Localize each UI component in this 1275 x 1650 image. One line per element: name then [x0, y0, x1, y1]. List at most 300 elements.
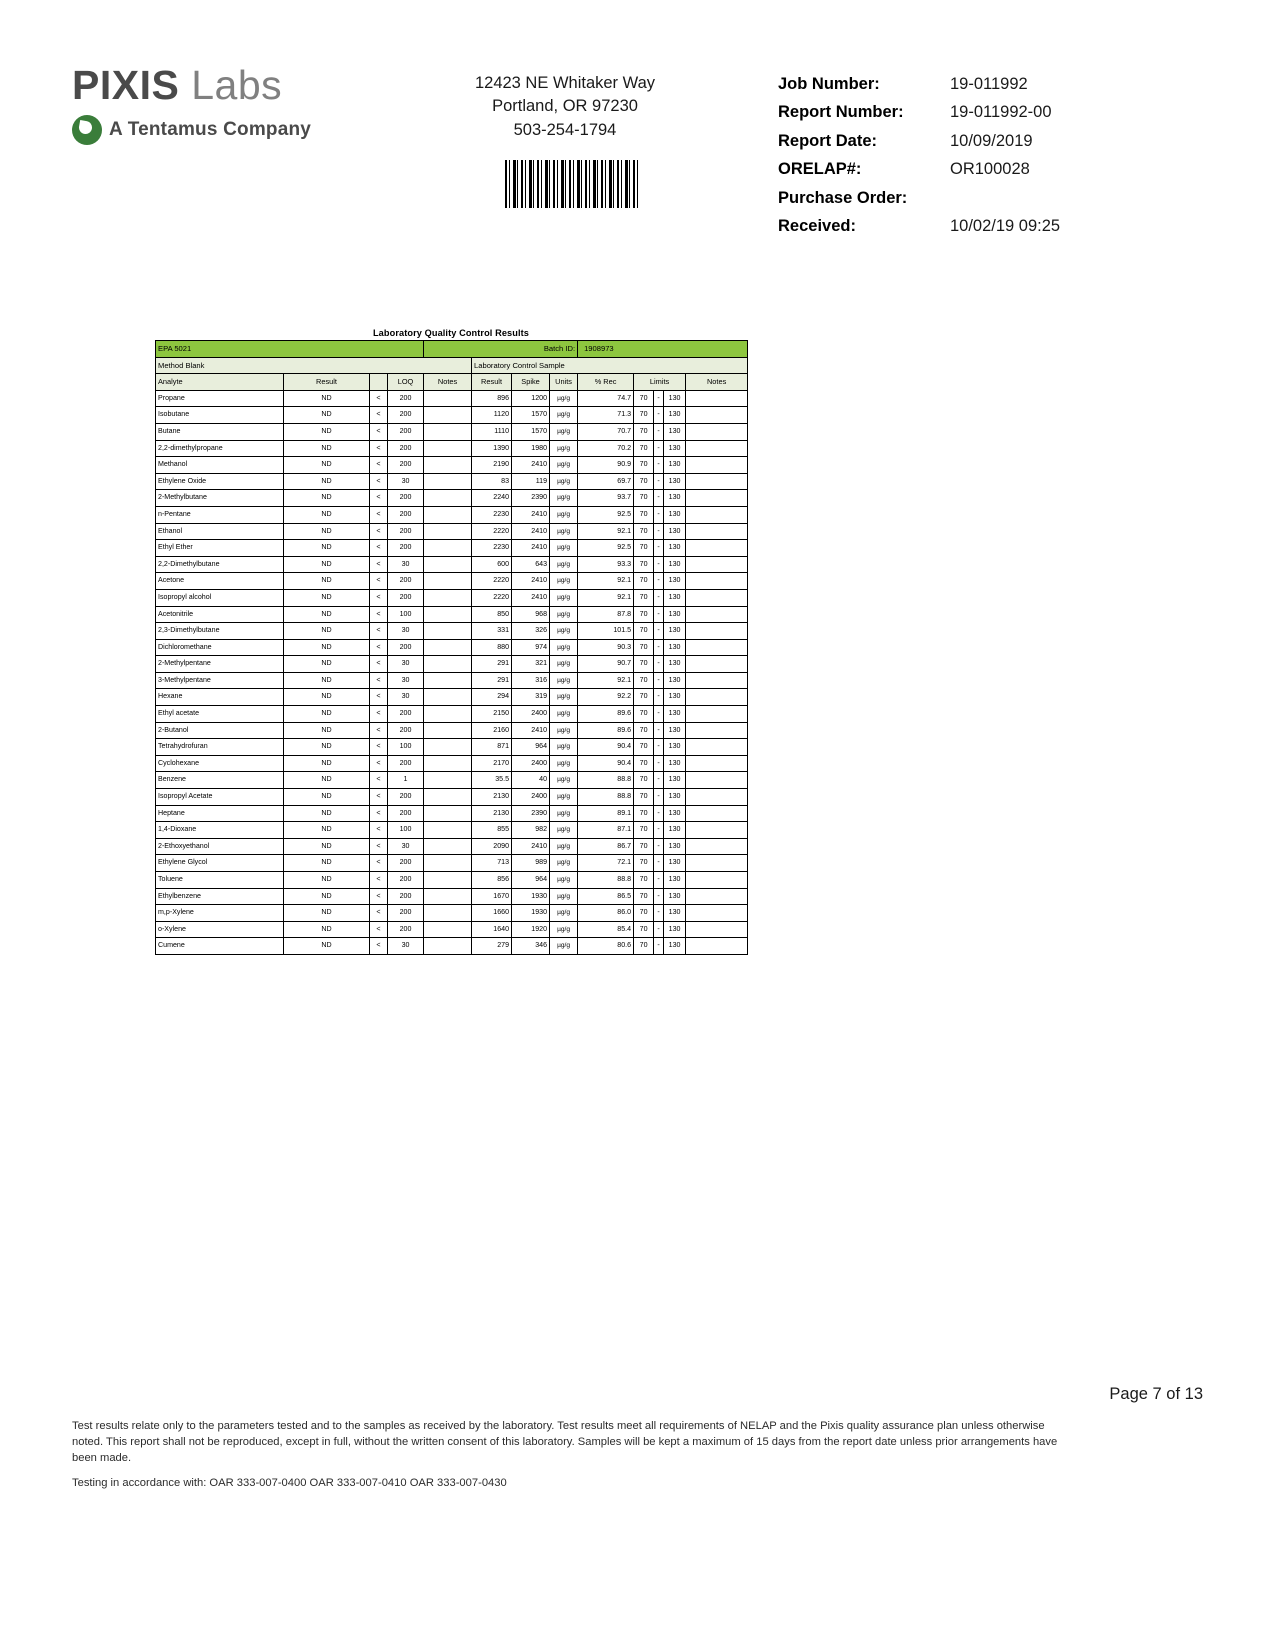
- qc-cell-units: µg/g: [550, 473, 578, 490]
- qc-cell-loq: 200: [388, 789, 424, 806]
- qc-cell-units: µg/g: [550, 523, 578, 540]
- qc-cell-limit-high: 130: [664, 872, 686, 889]
- qc-cell-limit-dash: -: [654, 490, 664, 507]
- qc-cell-lcs-result: 2220: [472, 589, 512, 606]
- qc-method-row: [156, 341, 748, 358]
- qc-cell-loq: 200: [388, 921, 424, 938]
- logo-name-secondary: Labs: [191, 62, 283, 108]
- qc-cell-notes-lcs: [686, 739, 748, 756]
- qc-cell-notes-lcs: [686, 506, 748, 523]
- qc-cell-limit-low: 70: [634, 506, 654, 523]
- qc-cell-lcs-result: 2130: [472, 805, 512, 822]
- qc-cell-limit-dash: -: [654, 755, 664, 772]
- leaf-icon: [72, 115, 102, 145]
- qc-cell-lcs-result: 600: [472, 556, 512, 573]
- qc-cell-limit-dash: -: [654, 457, 664, 474]
- table-row: [156, 423, 748, 440]
- qc-cell-rec: 89.6: [578, 722, 634, 739]
- qc-cell-result: ND: [284, 606, 370, 623]
- qc-cell-notes-blank: [424, 822, 472, 839]
- qc-cell-notes-blank: [424, 407, 472, 424]
- qc-cell-notes-blank: [424, 457, 472, 474]
- qc-cell-analyte: Butane: [156, 423, 284, 440]
- qc-cell-limit-high: 130: [664, 390, 686, 407]
- qc-cell-notes-blank: [424, 390, 472, 407]
- qc-cell-limit-dash: -: [654, 855, 664, 872]
- qc-cell-lt: <: [370, 390, 388, 407]
- qc-cell-result: ND: [284, 407, 370, 424]
- qc-cell-lt: <: [370, 789, 388, 806]
- qc-cell-notes-blank: [424, 855, 472, 872]
- qc-cell-notes-blank: [424, 606, 472, 623]
- qc-cell-rec: 88.8: [578, 772, 634, 789]
- qc-cell-result: ND: [284, 639, 370, 656]
- qc-cell-lt: <: [370, 656, 388, 673]
- qc-cell-spike: 964: [512, 872, 550, 889]
- qc-cell-analyte: Acetonitrile: [156, 606, 284, 623]
- qc-cell-spike: 319: [512, 689, 550, 706]
- qc-cell-loq: 30: [388, 623, 424, 640]
- meta-value-orelap: OR100028: [950, 160, 1030, 179]
- qc-cell-limit-low: 70: [634, 805, 654, 822]
- qc-cell-rec: 89.1: [578, 805, 634, 822]
- qc-cell-analyte: 2-Butanol: [156, 722, 284, 739]
- qc-cell-analyte: Acetone: [156, 573, 284, 590]
- qc-cell-limit-high: 130: [664, 905, 686, 922]
- qc-cell-rec: 90.4: [578, 739, 634, 756]
- qc-cell-lcs-result: 713: [472, 855, 512, 872]
- qc-cell-limit-low: 70: [634, 689, 654, 706]
- qc-cell-result: ND: [284, 556, 370, 573]
- qc-cell-lcs-result: 1660: [472, 905, 512, 922]
- qc-cell-loq: 200: [388, 589, 424, 606]
- qc-cell-units: µg/g: [550, 855, 578, 872]
- qc-cell-spike: 119: [512, 473, 550, 490]
- lab-address: [400, 72, 730, 142]
- table-row: [156, 573, 748, 590]
- qc-cell-units: µg/g: [550, 722, 578, 739]
- qc-cell-lcs-result: 2130: [472, 789, 512, 806]
- qc-cell-notes-lcs: [686, 822, 748, 839]
- qc-cell-units: µg/g: [550, 872, 578, 889]
- logo-name-primary: PIXIS: [72, 62, 180, 108]
- qc-cell-loq: 200: [388, 457, 424, 474]
- qc-cell-lcs-result: 291: [472, 656, 512, 673]
- qc-cell-spike: 643: [512, 556, 550, 573]
- qc-cell-limit-high: 130: [664, 407, 686, 424]
- qc-cell-analyte: m,p-Xylene: [156, 905, 284, 922]
- qc-cell-rec: 92.1: [578, 573, 634, 590]
- qc-cell-limit-high: 130: [664, 523, 686, 540]
- qc-cell-lt: <: [370, 523, 388, 540]
- qc-cell-result: ND: [284, 855, 370, 872]
- qc-cell-analyte: o-Xylene: [156, 921, 284, 938]
- qc-cell-loq: 100: [388, 606, 424, 623]
- qc-cell-lt: <: [370, 506, 388, 523]
- qc-cell-lcs-result: 1120: [472, 407, 512, 424]
- qc-cell-limit-high: 130: [664, 473, 686, 490]
- qc-cell-rec: 93.3: [578, 556, 634, 573]
- logo-tagline: A Tentamus Company: [109, 119, 312, 140]
- qc-cell-loq: 200: [388, 506, 424, 523]
- table-row: [156, 689, 748, 706]
- qc-cell-limit-high: 130: [664, 855, 686, 872]
- qc-cell-lt: <: [370, 540, 388, 557]
- qc-cell-result: ND: [284, 457, 370, 474]
- qc-cell-spike: 964: [512, 739, 550, 756]
- qc-cell-result: ND: [284, 390, 370, 407]
- qc-cell-lcs-result: 2150: [472, 706, 512, 723]
- qc-cell-notes-lcs: [686, 457, 748, 474]
- qc-cell-units: µg/g: [550, 623, 578, 640]
- qc-subsection-row: [156, 357, 748, 374]
- table-row: [156, 872, 748, 889]
- qc-cell-lt: <: [370, 755, 388, 772]
- qc-cell-result: ND: [284, 573, 370, 590]
- qc-cell-result: ND: [284, 540, 370, 557]
- qc-cell-loq: 200: [388, 872, 424, 889]
- qc-cell-analyte: Toluene: [156, 872, 284, 889]
- qc-lcs-label: Laboratory Control Sample: [472, 357, 748, 374]
- qc-cell-notes-lcs: [686, 855, 748, 872]
- qc-cell-loq: 30: [388, 672, 424, 689]
- table-row: [156, 722, 748, 739]
- col-header-limits: Limits: [634, 374, 686, 391]
- qc-cell-limit-dash: -: [654, 672, 664, 689]
- qc-cell-units: µg/g: [550, 573, 578, 590]
- qc-cell-notes-blank: [424, 523, 472, 540]
- report-metadata: [778, 70, 1198, 240]
- qc-cell-limit-low: 70: [634, 772, 654, 789]
- qc-cell-limit-high: 130: [664, 822, 686, 839]
- qc-cell-rec: 88.8: [578, 789, 634, 806]
- table-row: [156, 656, 748, 673]
- qc-cell-loq: 1: [388, 772, 424, 789]
- qc-cell-analyte: Ethylene Oxide: [156, 473, 284, 490]
- qc-method-blank-label: Method Blank: [156, 357, 472, 374]
- qc-cell-notes-lcs: [686, 872, 748, 889]
- qc-cell-limit-dash: -: [654, 822, 664, 839]
- qc-cell-lt: <: [370, 440, 388, 457]
- meta-label-report-date: Report Date:: [778, 131, 878, 150]
- qc-cell-notes-lcs: [686, 905, 748, 922]
- qc-cell-limit-low: 70: [634, 473, 654, 490]
- qc-cell-notes-blank: [424, 473, 472, 490]
- qc-cell-lcs-result: 2190: [472, 457, 512, 474]
- qc-cell-result: ND: [284, 440, 370, 457]
- qc-cell-result: ND: [284, 872, 370, 889]
- meta-value-report-number: 19-011992-00: [950, 103, 1052, 122]
- qc-cell-notes-lcs: [686, 390, 748, 407]
- qc-cell-limit-high: 130: [664, 706, 686, 723]
- qc-cell-loq: 200: [388, 805, 424, 822]
- qc-cell-analyte: Methanol: [156, 457, 284, 474]
- address-line-city: Portland, OR 97230: [492, 97, 638, 116]
- qc-cell-analyte: 2-Methylbutane: [156, 490, 284, 507]
- table-row: [156, 772, 748, 789]
- qc-cell-notes-lcs: [686, 805, 748, 822]
- qc-cell-limit-low: 70: [634, 457, 654, 474]
- qc-cell-loq: 200: [388, 573, 424, 590]
- qc-cell-lt: <: [370, 473, 388, 490]
- qc-cell-limit-low: 70: [634, 838, 654, 855]
- qc-cell-units: µg/g: [550, 423, 578, 440]
- qc-cell-units: µg/g: [550, 938, 578, 955]
- qc-cell-lcs-result: 2240: [472, 490, 512, 507]
- table-row: [156, 938, 748, 955]
- qc-cell-spike: 2400: [512, 755, 550, 772]
- qc-cell-analyte: Heptane: [156, 805, 284, 822]
- qc-cell-limit-low: 70: [634, 888, 654, 905]
- qc-section-title: Laboratory Quality Control Results: [372, 328, 530, 338]
- qc-cell-limit-dash: -: [654, 938, 664, 955]
- col-header-units: Units: [550, 374, 578, 391]
- qc-cell-result: ND: [284, 938, 370, 955]
- qc-cell-analyte: Isopropyl alcohol: [156, 589, 284, 606]
- footer-disclaimer: Test results relate only to the parameters tested and to the samples as received by the laboratory. Test results meet all requirements of NELAP and the Pixis quality assurance plan unless otherwise noted. This report shall not be reproduced, except in full, without the written consent of this laboratory. Samples will be kept a maximum of 15 days from the report date unless prior arrangements have been made.: [72, 1420, 1058, 1465]
- qc-cell-loq: 200: [388, 490, 424, 507]
- qc-method-name: EPA 5021: [156, 341, 424, 358]
- qc-cell-limit-low: 70: [634, 606, 654, 623]
- qc-cell-lt: <: [370, 639, 388, 656]
- qc-cell-spike: 2390: [512, 805, 550, 822]
- qc-cell-analyte: Ethyl acetate: [156, 706, 284, 723]
- qc-cell-notes-blank: [424, 506, 472, 523]
- qc-cell-lt: <: [370, 822, 388, 839]
- qc-cell-notes-blank: [424, 755, 472, 772]
- qc-cell-analyte: 2,2-dimethylpropane: [156, 440, 284, 457]
- col-header-spike: Spike: [512, 374, 550, 391]
- qc-cell-notes-lcs: [686, 606, 748, 623]
- qc-cell-lcs-result: 294: [472, 689, 512, 706]
- qc-cell-loq: 30: [388, 556, 424, 573]
- qc-cell-limit-low: 70: [634, 540, 654, 557]
- qc-cell-limit-low: 70: [634, 440, 654, 457]
- qc-cell-lt: <: [370, 905, 388, 922]
- qc-cell-limit-low: 70: [634, 589, 654, 606]
- qc-cell-limit-high: 130: [664, 805, 686, 822]
- qc-cell-limit-low: 70: [634, 656, 654, 673]
- meta-label-job-number: Job Number:: [778, 75, 880, 93]
- qc-cell-loq: 200: [388, 407, 424, 424]
- qc-cell-analyte: 3-Methylpentane: [156, 672, 284, 689]
- qc-cell-notes-lcs: [686, 838, 748, 855]
- qc-cell-limit-dash: -: [654, 656, 664, 673]
- qc-cell-notes-lcs: [686, 556, 748, 573]
- qc-cell-rec: 69.7: [578, 473, 634, 490]
- qc-cell-limit-low: 70: [634, 921, 654, 938]
- qc-cell-limit-high: 130: [664, 556, 686, 573]
- qc-cell-result: ND: [284, 805, 370, 822]
- qc-cell-notes-blank: [424, 722, 472, 739]
- qc-cell-rec: 92.5: [578, 540, 634, 557]
- qc-cell-spike: 2410: [512, 523, 550, 540]
- qc-table-body: [156, 341, 748, 955]
- qc-cell-notes-lcs: [686, 589, 748, 606]
- qc-cell-loq: 30: [388, 938, 424, 955]
- qc-cell-lt: <: [370, 672, 388, 689]
- qc-cell-limit-low: 70: [634, 390, 654, 407]
- qc-cell-units: µg/g: [550, 639, 578, 656]
- qc-cell-limit-dash: -: [654, 423, 664, 440]
- qc-cell-lcs-result: 1110: [472, 423, 512, 440]
- qc-cell-limit-dash: -: [654, 623, 664, 640]
- qc-cell-result: ND: [284, 656, 370, 673]
- qc-cell-notes-lcs: [686, 689, 748, 706]
- qc-cell-notes-blank: [424, 672, 472, 689]
- qc-cell-notes-lcs: [686, 921, 748, 938]
- qc-cell-loq: 200: [388, 423, 424, 440]
- qc-cell-lt: <: [370, 888, 388, 905]
- qc-cell-limit-high: 130: [664, 440, 686, 457]
- qc-cell-loq: 200: [388, 540, 424, 557]
- qc-cell-spike: 1930: [512, 888, 550, 905]
- qc-cell-notes-lcs: [686, 672, 748, 689]
- qc-cell-rec: 92.1: [578, 523, 634, 540]
- table-row: [156, 888, 748, 905]
- qc-cell-units: µg/g: [550, 457, 578, 474]
- qc-cell-lt: <: [370, 689, 388, 706]
- table-row: [156, 407, 748, 424]
- qc-cell-limit-high: 130: [664, 755, 686, 772]
- table-row: [156, 838, 748, 855]
- qc-cell-limit-dash: -: [654, 739, 664, 756]
- qc-cell-analyte: Propane: [156, 390, 284, 407]
- table-row: [156, 540, 748, 557]
- qc-cell-result: ND: [284, 838, 370, 855]
- qc-cell-limit-high: 130: [664, 506, 686, 523]
- qc-cell-spike: 2410: [512, 506, 550, 523]
- qc-cell-limit-low: 70: [634, 739, 654, 756]
- qc-cell-notes-lcs: [686, 490, 748, 507]
- qc-cell-limit-dash: -: [654, 440, 664, 457]
- qc-cell-result: ND: [284, 689, 370, 706]
- qc-cell-notes-blank: [424, 872, 472, 889]
- qc-cell-result: ND: [284, 490, 370, 507]
- table-row: [156, 606, 748, 623]
- meta-row-report-date: [778, 127, 1198, 155]
- qc-cell-lcs-result: 2220: [472, 573, 512, 590]
- qc-cell-lt: <: [370, 589, 388, 606]
- qc-cell-units: µg/g: [550, 838, 578, 855]
- meta-label-orelap: ORELAP#:: [778, 160, 862, 179]
- table-row: [156, 822, 748, 839]
- qc-cell-rec: 92.5: [578, 506, 634, 523]
- qc-cell-lcs-result: 331: [472, 623, 512, 640]
- qc-cell-lt: <: [370, 407, 388, 424]
- qc-cell-lt: <: [370, 772, 388, 789]
- qc-cell-result: ND: [284, 739, 370, 756]
- qc-cell-result: ND: [284, 822, 370, 839]
- qc-cell-rec: 85.4: [578, 921, 634, 938]
- qc-cell-notes-blank: [424, 689, 472, 706]
- qc-cell-spike: 2410: [512, 589, 550, 606]
- qc-cell-spike: 974: [512, 639, 550, 656]
- qc-cell-rec: 90.4: [578, 755, 634, 772]
- qc-cell-limit-low: 70: [634, 672, 654, 689]
- qc-cell-limit-dash: -: [654, 639, 664, 656]
- qc-cell-limit-high: 130: [664, 457, 686, 474]
- qc-cell-loq: 200: [388, 639, 424, 656]
- qc-cell-notes-lcs: [686, 573, 748, 590]
- qc-cell-analyte: Cumene: [156, 938, 284, 955]
- qc-cell-limit-high: 130: [664, 672, 686, 689]
- qc-cell-notes-lcs: [686, 440, 748, 457]
- table-row: [156, 440, 748, 457]
- qc-cell-rec: 92.2: [578, 689, 634, 706]
- qc-cell-rec: 86.0: [578, 905, 634, 922]
- qc-cell-units: µg/g: [550, 556, 578, 573]
- qc-cell-limit-dash: -: [654, 556, 664, 573]
- qc-cell-limit-high: 130: [664, 573, 686, 590]
- table-row: [156, 390, 748, 407]
- qc-cell-rec: 92.1: [578, 672, 634, 689]
- qc-cell-result: ND: [284, 523, 370, 540]
- qc-cell-loq: 200: [388, 905, 424, 922]
- qc-cell-analyte: 2-Ethoxyethanol: [156, 838, 284, 855]
- table-row: [156, 556, 748, 573]
- qc-cell-units: µg/g: [550, 672, 578, 689]
- qc-cell-limit-low: 70: [634, 822, 654, 839]
- qc-cell-limit-dash: -: [654, 805, 664, 822]
- qc-cell-units: µg/g: [550, 506, 578, 523]
- qc-cell-limit-high: 130: [664, 589, 686, 606]
- qc-cell-notes-lcs: [686, 639, 748, 656]
- qc-cell-limit-low: 70: [634, 872, 654, 889]
- qc-cell-spike: 2390: [512, 490, 550, 507]
- qc-cell-lcs-result: 83: [472, 473, 512, 490]
- qc-cell-notes-lcs: [686, 772, 748, 789]
- qc-cell-lcs-result: 1670: [472, 888, 512, 905]
- qc-cell-notes-blank: [424, 739, 472, 756]
- table-row: [156, 523, 748, 540]
- qc-cell-result: ND: [284, 623, 370, 640]
- meta-row-purchase-order: [778, 184, 1198, 212]
- qc-cell-analyte: 2-Methylpentane: [156, 656, 284, 673]
- qc-cell-notes-lcs: [686, 423, 748, 440]
- qc-cell-loq: 200: [388, 722, 424, 739]
- qc-cell-limit-low: 70: [634, 556, 654, 573]
- qc-cell-rec: 80.6: [578, 938, 634, 955]
- qc-cell-notes-blank: [424, 772, 472, 789]
- qc-cell-notes-lcs: [686, 473, 748, 490]
- qc-cell-lt: <: [370, 921, 388, 938]
- qc-cell-spike: 321: [512, 656, 550, 673]
- table-row: [156, 672, 748, 689]
- qc-cell-limit-high: 130: [664, 639, 686, 656]
- qc-cell-lcs-result: 856: [472, 872, 512, 889]
- qc-cell-lcs-result: 871: [472, 739, 512, 756]
- qc-cell-limit-dash: -: [654, 573, 664, 590]
- address-line-street: 12423 NE Whitaker Way: [474, 74, 656, 92]
- qc-cell-notes-lcs: [686, 623, 748, 640]
- table-row: [156, 639, 748, 656]
- qc-cell-lt: <: [370, 573, 388, 590]
- qc-cell-limit-high: 130: [664, 921, 686, 938]
- qc-cell-limit-low: 70: [634, 523, 654, 540]
- table-row: [156, 855, 748, 872]
- qc-cell-result: ND: [284, 706, 370, 723]
- qc-cell-spike: 1570: [512, 423, 550, 440]
- qc-cell-lt: <: [370, 706, 388, 723]
- qc-cell-result: ND: [284, 672, 370, 689]
- qc-cell-notes-lcs: [686, 407, 748, 424]
- qc-cell-units: µg/g: [550, 772, 578, 789]
- qc-cell-lt: <: [370, 739, 388, 756]
- qc-cell-notes-lcs: [686, 523, 748, 540]
- table-row: [156, 739, 748, 756]
- qc-cell-analyte: Ethanol: [156, 523, 284, 540]
